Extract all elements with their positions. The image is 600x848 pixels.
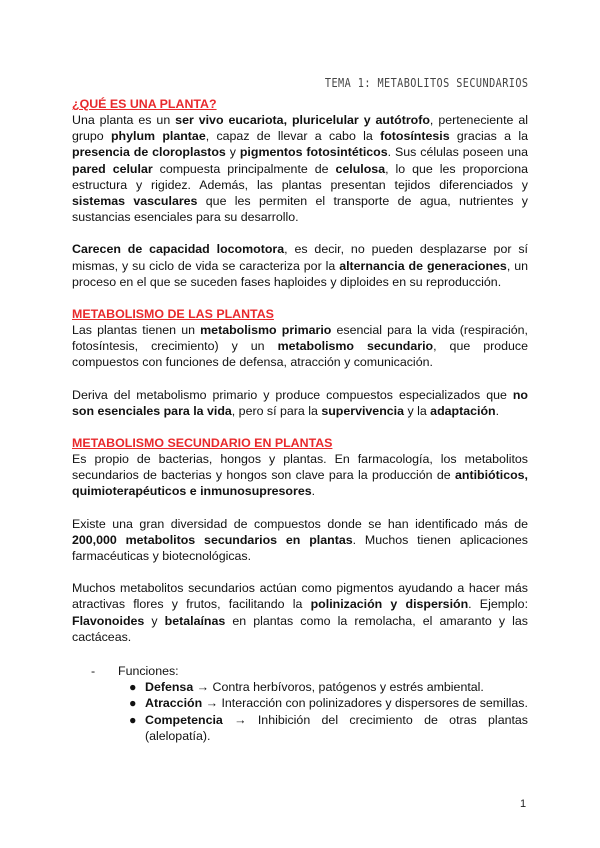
list-item: ● Competencia → Inhibición del crecimiento de otras plantas (alelopatía). bbox=[129, 712, 529, 743]
paragraph: Muchos metabolitos secundarios actúan como pigmentos ayudando a hacer más atractivas flores y frutos, facilitando la polinización y dispersión. Ejemplo: Flavonoides y betalaínas en plantas como la remolacha, el amaranto y las cactáceas. bbox=[72, 581, 529, 644]
section-heading: METABOLISMO DE LAS PLANTAS bbox=[72, 307, 274, 322]
paragraph: Existe una gran diversidad de compuestos donde se han identificado más de 200,000 metabolitos secundarios en plantas. Muchos tienen aplicaciones farmacéuticas y biotecnológicas. bbox=[72, 516, 528, 564]
bullet-icon: ● bbox=[129, 712, 137, 727]
functions-list bbox=[72, 663, 528, 744]
bullet-icon: ● bbox=[129, 696, 137, 711]
bullet-icon: ● bbox=[129, 680, 137, 695]
list-item: ● Defensa → Contra herbívoros, patógenos y estrés ambiental. bbox=[129, 680, 484, 695]
list-item bbox=[72, 663, 528, 679]
dash-marker: - bbox=[91, 664, 96, 679]
paragraph: Es propio de bacterias, hongos y plantas. En farmacología, los metabolitos secundarios de bacterias y hongos son clave para la producción de antibióticos, quimioterapéuticos e inmunosupresores. bbox=[72, 452, 528, 499]
section-heading: ¿QUÉ ES UNA PLANTA? bbox=[72, 97, 217, 111]
document-body bbox=[72, 96, 528, 744]
header-title: TEMA 1: METABOLITOS SECUNDARIOS bbox=[324, 76, 528, 90]
section-heading: METABOLISMO SECUNDARIO EN PLANTAS bbox=[72, 436, 333, 451]
paragraph: Carecen de capacidad locomotora, es decir, no pueden desplazarse por sí mismas, y su ciclo de vida se caracteriza por la alternancia de generaciones, un proceso en el que se suceden fases haploides y diploides en su reproducción. bbox=[72, 242, 528, 289]
page-number: 1 bbox=[520, 798, 527, 810]
paragraph: Una planta es un ser vivo eucariota, pluricelular y autótrofo, perteneciente al grupo phylum plantae, capaz de llevar a cabo la fotosíntesis gracias a la presencia de cloroplastos y pigmentos fotosintéticos. Sus células poseen una pared celular compuesta principalmente de celulosa, lo que les proporciona estructura y rigidez. Además, las plantas presentan tejidos diferenciados y sistemas vasculares que les permiten el transporte de agua, nutrientes y sustancias esenciales para su desarrollo. bbox=[72, 113, 528, 225]
paragraph: Las plantas tienen un metabolismo primario esencial para la vida (respiración, fotosíntesis, crecimiento) y un metabolismo secundario, que produce compuestos con funciones de defensa, atracción y comunicación. bbox=[72, 323, 528, 370]
list-label: Funciones: bbox=[118, 664, 179, 679]
list-item: ● Atracción → Interacción con polinizadores y dispersores de semillas. bbox=[129, 696, 528, 711]
paragraph: Deriva del metabolismo primario y produce compuestos especializados que no son esenciales para la vida, pero sí para la supervivencia y la adaptación. bbox=[72, 387, 528, 418]
